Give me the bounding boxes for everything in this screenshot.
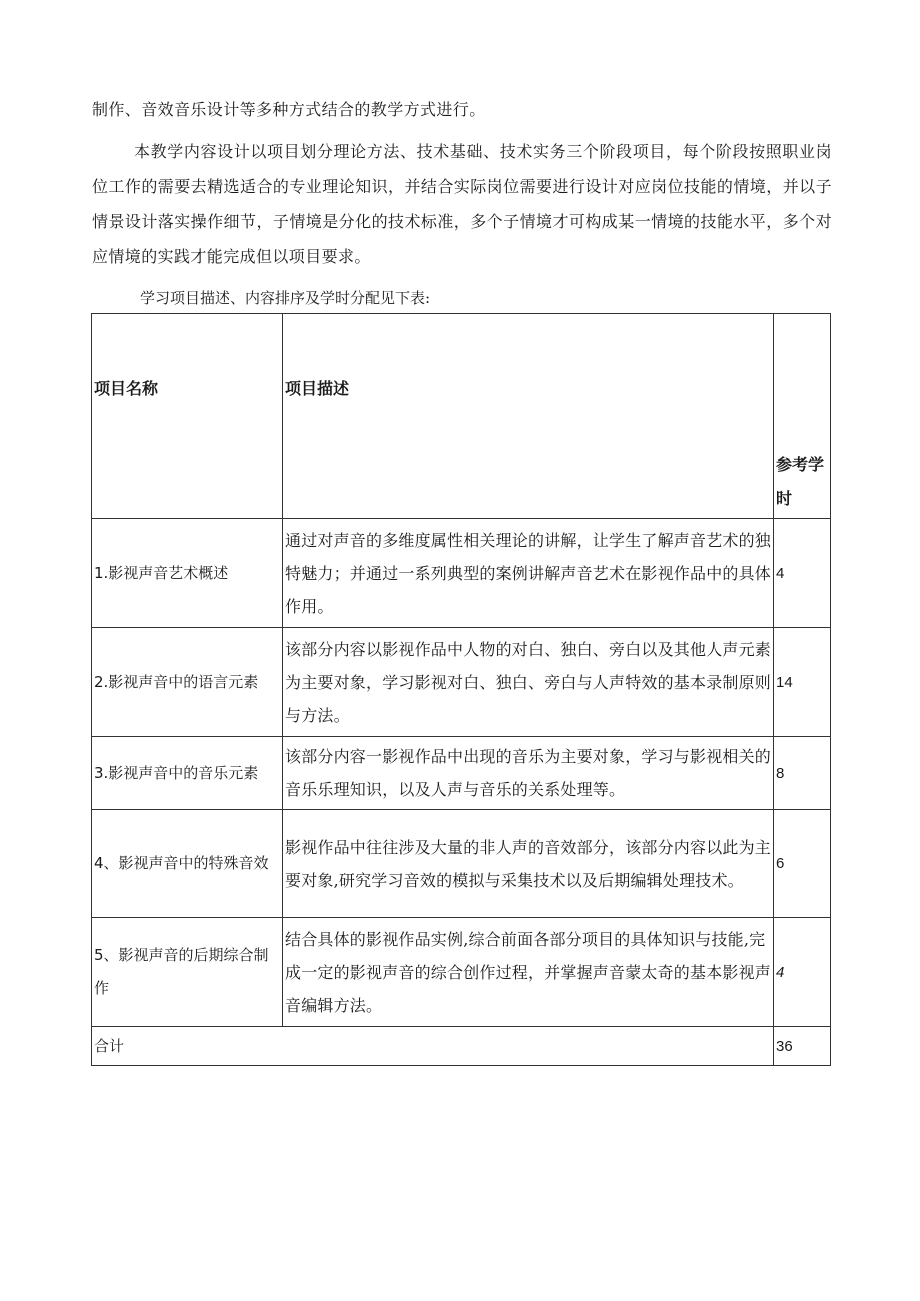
table-row	[92, 918, 831, 1027]
project-name-cell: 5、影视声音的后期综合制作	[92, 918, 283, 1027]
project-hours-cell: 4	[774, 519, 831, 628]
project-hours-cell: 4	[774, 918, 831, 1027]
header-project-desc: 项目描述	[283, 314, 774, 519]
project-hours-cell: 14	[774, 628, 831, 737]
header-project-name: 项目名称	[92, 314, 283, 519]
table-row	[92, 737, 831, 810]
project-name-cell: 1.影视声音艺术概述	[92, 519, 283, 628]
project-desc-cell: 该部分内容以影视作品中人物的对白、独白、旁白以及其他人声元素为主要对象，学习影视对白、独白、旁白与人声特效的基本录制原则与方法。	[283, 628, 774, 737]
table-intro: 学习项目描述、内容排序及学时分配见下表:	[140, 289, 431, 307]
total-hours-cell: 36	[774, 1027, 831, 1066]
header-reference-hours: 参考学时	[774, 314, 831, 519]
table-header-row	[92, 314, 831, 519]
project-hours-cell: 8	[774, 737, 831, 810]
project-name-cell: 4、影视声音中的特殊音效	[92, 810, 283, 918]
project-desc-cell: 通过对声音的多维度属性相关理论的讲解，让学生了解声音艺术的独特魅力；并通过一系列典型的案例讲解声音艺术在影视作品中的具体作用。	[283, 519, 774, 628]
project-hours-table	[91, 313, 831, 1066]
table-total-row	[92, 1027, 831, 1066]
project-name-cell: 2.影视声音中的语言元素	[92, 628, 283, 737]
project-desc-cell: 影视作品中往往涉及大量的非人声的音效部分，该部分内容以此为主要对象,研究学习音效的模拟与采集技术以及后期编辑处理技术。	[283, 810, 774, 918]
table-row	[92, 519, 831, 628]
paragraph-design: 本教学内容设计以项目划分理论方法、技术基础、技术实务三个阶段项目，每个阶段按照职业岗位工作的需要去精选适合的专业理论知识，并结合实际岗位需要进行设计对应岗位技能的情境，并以子情景设计落实操作细节，子情境是分化的技术标准，多个子情境才可构成某一情境的技能水平，多个对应情境的实践才能完成但以项目要求。	[92, 142, 832, 266]
table-row	[92, 810, 831, 918]
table-row	[92, 628, 831, 737]
project-desc-cell: 结合具体的影视作品实例,综合前面各部分项目的具体知识与技能,完成一定的影视声音的综合创作过程，并掌握声音蒙太奇的基本影视声音编辑方法。	[283, 918, 774, 1027]
paragraph-continuation: 制作、音效音乐设计等多种方式结合的教学方式进行。	[92, 100, 486, 119]
total-label-cell: 合计	[92, 1027, 774, 1066]
project-desc-cell: 该部分内容一影视作品中出现的音乐为主要对象，学习与影视相关的音乐乐理知识，以及人声与音乐的关系处理等。	[283, 737, 774, 810]
project-name-cell: 3.影视声音中的音乐元素	[92, 737, 283, 810]
project-hours-cell: 6	[774, 810, 831, 918]
